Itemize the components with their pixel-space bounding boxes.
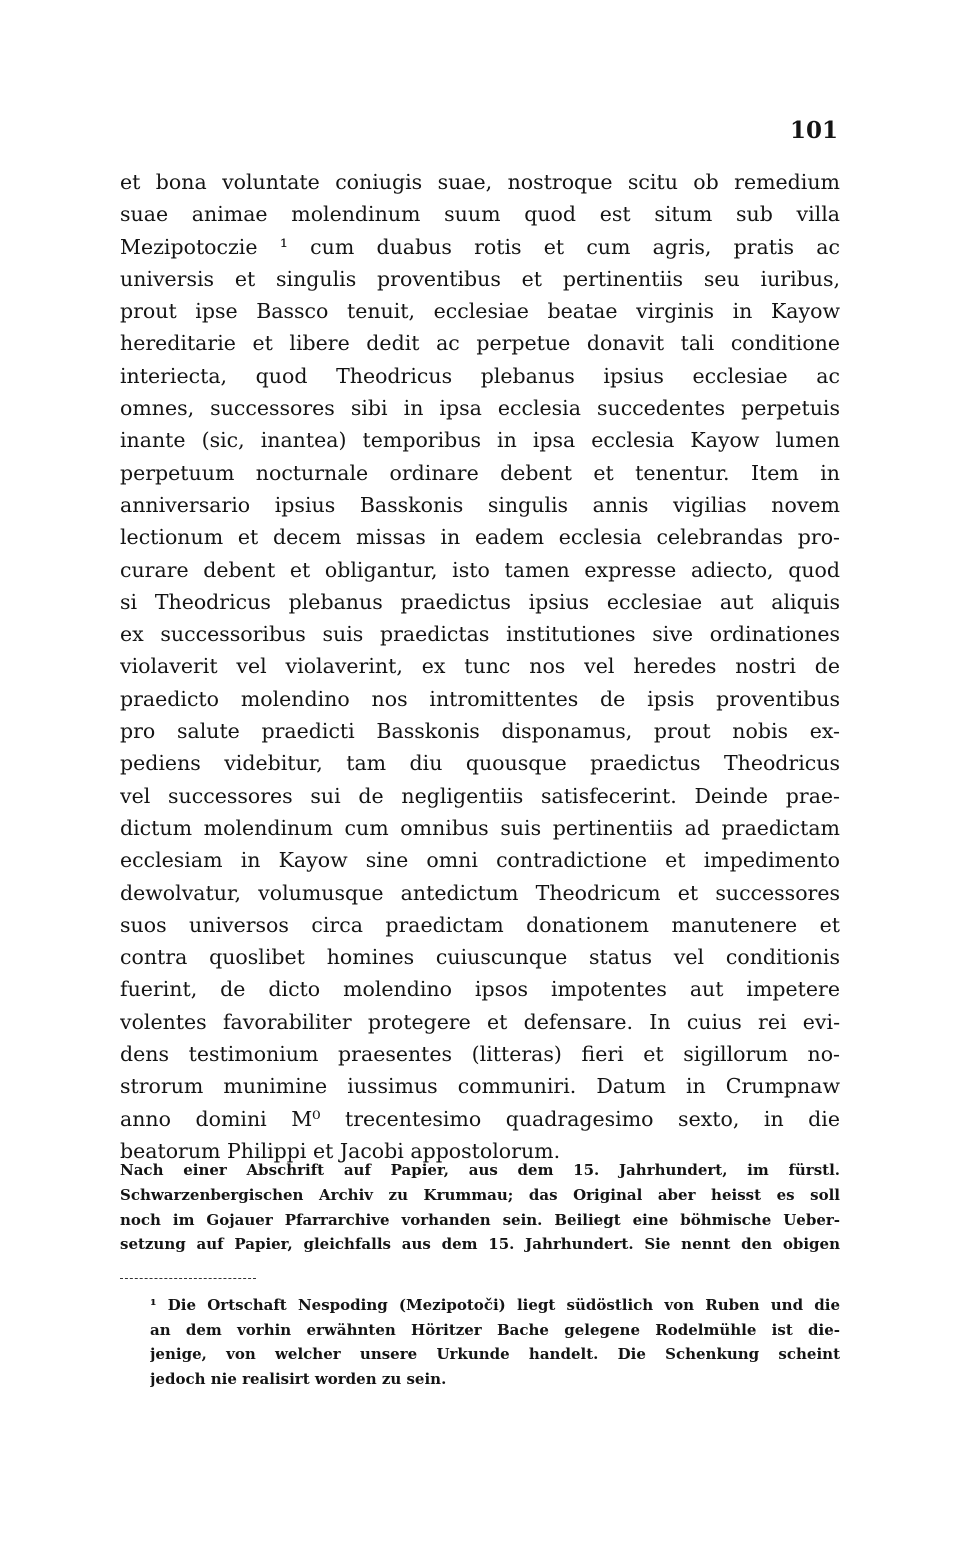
text-line: volentes favorabiliter protegere et defensare. In cuius rei evi- bbox=[120, 1009, 840, 1034]
text-line: ecclesiam in Kayow sine omni contradictione et impedimento bbox=[120, 848, 840, 873]
footnote bbox=[150, 1293, 840, 1391]
text-line: pediens videbitur, tam diu quousque praedictus Theodricus bbox=[120, 751, 840, 776]
text-line: vel successores sui de negligentiis satisfecerint. Deinde prae- bbox=[120, 783, 840, 808]
text-line: lectionum et decem missas in eadem ecclesia celebrandas pro- bbox=[120, 525, 840, 550]
text-line: inante (sic, inantea) temporibus in ipsa ecclesia Kayow lumen bbox=[120, 428, 840, 453]
text-line: curare debent et obligantur, isto tamen expresse adiecto, quod bbox=[120, 557, 840, 582]
text-line: hereditarie et libere dedit ac perpetue donavit tali conditione bbox=[120, 331, 840, 356]
note-line: Nach einer Abschrift auf Papier, aus dem 15. Jahrhundert, im fürstl. bbox=[120, 1161, 840, 1179]
text-line: pro salute praedicti Basskonis disponamus, prout nobis ex- bbox=[120, 719, 840, 744]
text-line: suos universos circa praedictam donationem manutenere et bbox=[120, 912, 840, 937]
note-line: Schwarzenbergischen Archiv zu Krummau; das Original aber heisst es soll bbox=[120, 1185, 840, 1204]
text-line: anniversario ipsius Basskonis singulis annis vigilias novem bbox=[120, 492, 840, 517]
text-line: anno domini M⁰ trecentesimo quadragesimo sexto, in die bbox=[120, 1106, 840, 1131]
text-line: fuerint, de dicto molendino ipsos impotentes aut impetere bbox=[120, 977, 840, 1002]
text-line: omnes, successores sibi in ipsa ecclesia succedentes perpetuis bbox=[120, 396, 840, 421]
text-line: interiecta, quod Theodricus plebanus ipsius ecclesiae ac bbox=[120, 363, 840, 388]
text-line: ex successoribus suis praedictas institutiones sive ordinationes bbox=[120, 622, 840, 647]
footnote-line: an dem vorhin erwähnten Höritzer Bache gelegene Rodelmühle ist die- bbox=[150, 1320, 840, 1339]
text-line: perpetuum nocturnale ordinare debent et tenentur. Item in bbox=[120, 460, 840, 485]
footnote-line: jedoch nie realisirt worden zu sein. bbox=[150, 1369, 447, 1388]
footnote-separator bbox=[120, 1278, 256, 1279]
note-line: setzung auf Papier, gleichfalls aus dem 15. Jahrhundert. Sie nennt den obigen bbox=[120, 1235, 840, 1254]
text-line: dictum molendinum cum omnibus suis pertinentiis ad praedictam bbox=[120, 815, 840, 840]
footnote-line: ¹ Die Ortschaft Nespoding (Mezipotoči) liegt südöstlich von Ruben und die bbox=[150, 1296, 840, 1314]
footnote-line: jenige, von welcher unsere Urkunde handelt. Die Schenkung scheint bbox=[150, 1345, 840, 1364]
text-line: suae animae molendinum suum quod est situm sub villa bbox=[120, 202, 840, 227]
text-line: si Theodricus plebanus praedictus ipsius ecclesiae aut aliquis bbox=[120, 589, 840, 614]
text-line: beatorum Philippi et Jacobi appostolorum. bbox=[120, 1138, 561, 1163]
note-line: noch im Gojauer Pfarrarchive vorhanden sein. Beiliegt eine böhmische Ueber- bbox=[120, 1210, 840, 1229]
text-line: violaverit vel violaverint, ex tunc nos vel heredes nostri de bbox=[120, 654, 840, 679]
text-line: prout ipse Bassco tenuit, ecclesiae beatae virginis in Kayow bbox=[120, 299, 840, 324]
text-line: et bona voluntate coniugis suae, nostroque scitu ob remedium bbox=[120, 170, 840, 194]
text-line: dewolvatur, volumusque antedictum Theodricum et successores bbox=[120, 880, 840, 905]
source-note bbox=[120, 1158, 840, 1257]
page-number: 101 bbox=[790, 117, 839, 144]
text-line: Mezipotoczie ¹ cum duabus rotis et cum agris, pratis ac bbox=[120, 234, 840, 259]
text-line: contra quoslibet homines cuiuscunque status vel conditionis bbox=[120, 945, 840, 970]
text-line: universis et singulis proventibus et pertinentiis seu iuribus, bbox=[120, 266, 840, 291]
text-line: praedicto molendino nos intromittentes de ipsis proventibus bbox=[120, 686, 840, 711]
text-line: dens testimonium praesentes (litteras) fieri et sigillorum no- bbox=[120, 1042, 840, 1067]
charter-text bbox=[120, 166, 840, 1167]
text-line: strorum munimine iussimus communiri. Datum in Crumpnaw bbox=[120, 1074, 840, 1099]
